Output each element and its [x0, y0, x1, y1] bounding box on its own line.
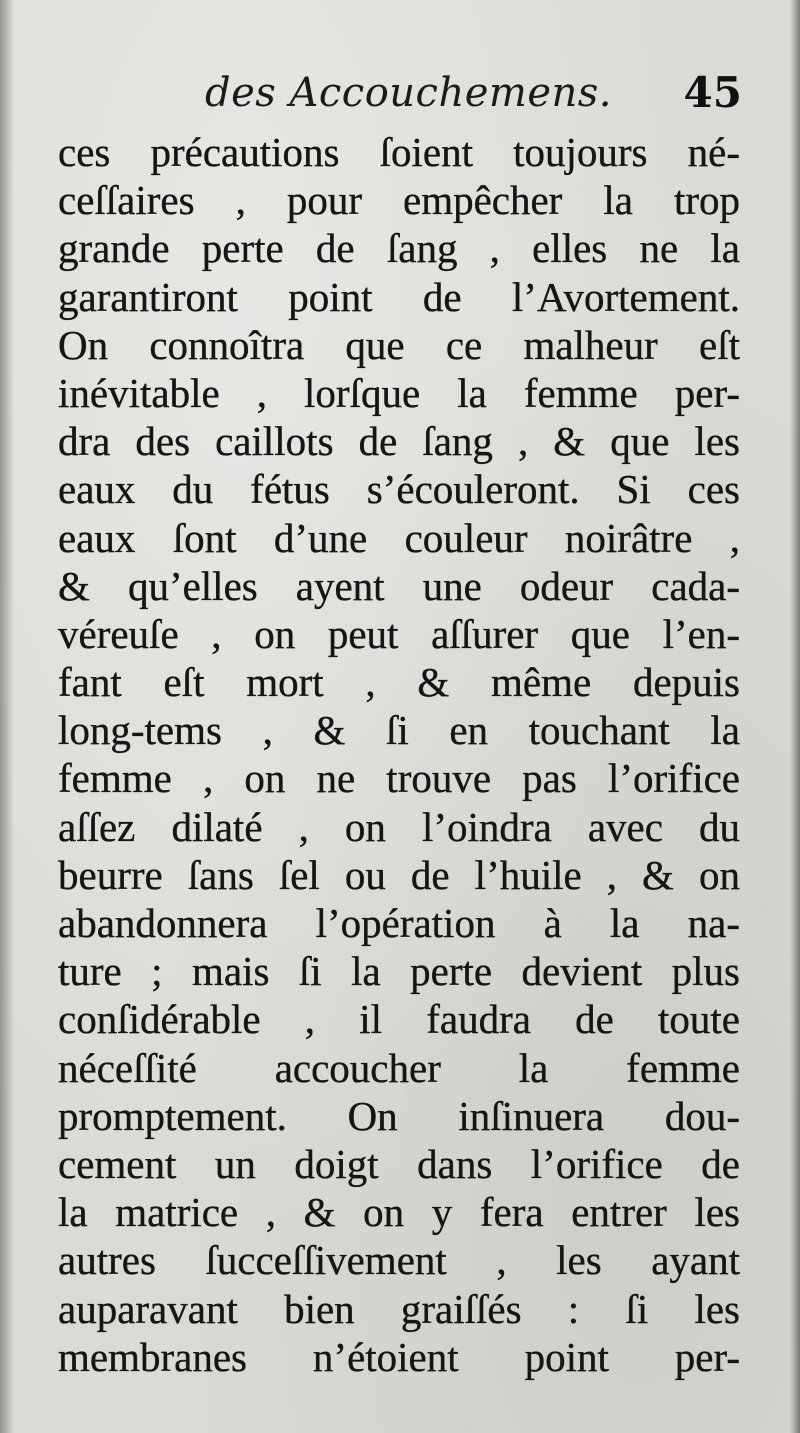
text-line: fant eſt mort , & même depuis: [58, 659, 740, 706]
text-line: membranes n’étoient point per-: [58, 1333, 740, 1380]
text-line: conſidérable , il faudra de toute: [58, 996, 740, 1043]
text-line: eaux ſont d’une couleur noirâtre ,: [58, 514, 740, 561]
text-line: aſſez dilaté , on l’oindra avec du: [58, 803, 740, 850]
running-title: des Accouchemens.: [205, 70, 612, 116]
text-line: ture ; mais ſi la perte devient plus: [58, 948, 740, 995]
text-line: eaux du fétus s’écouleront. Si ces: [58, 466, 740, 513]
text-line: auparavant bien graiſſés : ſi les: [58, 1285, 740, 1332]
text-line: ceſſaires , pour empêcher la trop: [58, 177, 740, 224]
text-line: & qu’elles ayent une odeur cada-: [58, 562, 740, 609]
text-line: néceſſité accoucher la femme: [58, 1044, 740, 1091]
text-line: grande perte de ſang , elles ne la: [58, 225, 740, 272]
text-line: la matrice , & on y fera entrer les: [58, 1189, 740, 1236]
text-line: autres ſucceſſivement , les ayant: [58, 1237, 740, 1284]
text-line: ces précautions ſoient toujours né-: [58, 129, 740, 175]
body-text: [58, 128, 740, 1381]
page-number: 45: [683, 68, 742, 117]
text-line: dra des caillots de ſang , & que les: [58, 418, 740, 465]
text-line: long-tems , & ſi en touchant la: [58, 707, 740, 754]
text-line: abandonnera l’opération à la na-: [58, 900, 740, 946]
text-line: On connoîtra que ce malheur eſt: [58, 321, 740, 368]
text-line: garantiront point de l’Avortement.: [58, 273, 740, 320]
text-line: inévitable , lorſque la femme per-: [58, 369, 740, 416]
text-line: femme , on ne trouve pas l’orifice: [58, 755, 740, 802]
page-header: [205, 70, 750, 130]
text-line: beurre ſans ſel ou de l’huile , & on: [58, 851, 740, 898]
text-line: véreuſe , on peut aſſurer que l’en-: [58, 610, 740, 657]
text-line: cement un doigt dans l’orifice de: [58, 1140, 740, 1187]
text-line: promptement. On inſinuera dou-: [58, 1092, 740, 1139]
